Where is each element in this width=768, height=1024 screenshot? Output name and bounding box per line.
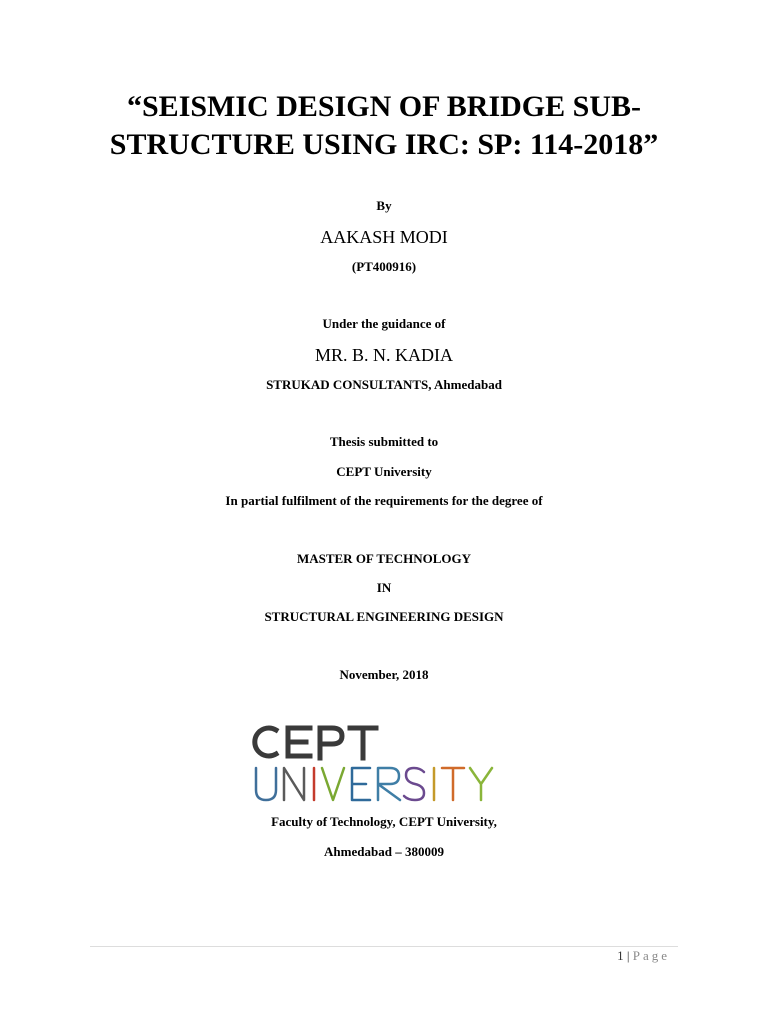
author-name: AAKASH MODI [320, 227, 448, 247]
page-label: Page [632, 948, 670, 963]
cept-university-logo [252, 722, 514, 804]
page-number-separator: | [626, 948, 630, 963]
guide-affiliation: STRUKAD CONSULTANTS, Ahmedabad [266, 377, 502, 392]
guide-name: MR. B. N. KADIA [314, 345, 453, 365]
thesis-title [60, 88, 708, 164]
submitted-label: Thesis submitted to [329, 434, 439, 449]
degree-name: MASTER OF TECHNOLOGY [296, 551, 472, 566]
title-line-2: STRUCTURE USING IRC: SP: 114-2018” [109, 128, 659, 161]
page-number-value: 1 [617, 948, 624, 963]
specialization: STRUCTURAL ENGINEERING DESIGN [264, 609, 504, 624]
footer-divider [90, 946, 678, 947]
student-id: (PT400916) [351, 259, 417, 274]
faculty-name: Faculty of Technology, CEPT University, [271, 814, 497, 829]
logo-university-word [256, 768, 492, 800]
university-name: CEPT University [336, 464, 432, 479]
page-number [617, 948, 670, 964]
logo-cept-word [255, 728, 376, 758]
fulfilment-statement: In partial fulfilment of the requirements for the degree of [225, 493, 543, 508]
address: Ahmedabad – 380009 [324, 844, 444, 859]
submission-date: November, 2018 [339, 667, 429, 682]
title-line-1: “SEISMIC DESIGN OF BRIDGE SUB- [127, 90, 641, 123]
in-label: IN [376, 580, 392, 595]
by-label: By [376, 198, 392, 213]
guidance-label: Under the guidance of [322, 316, 446, 331]
